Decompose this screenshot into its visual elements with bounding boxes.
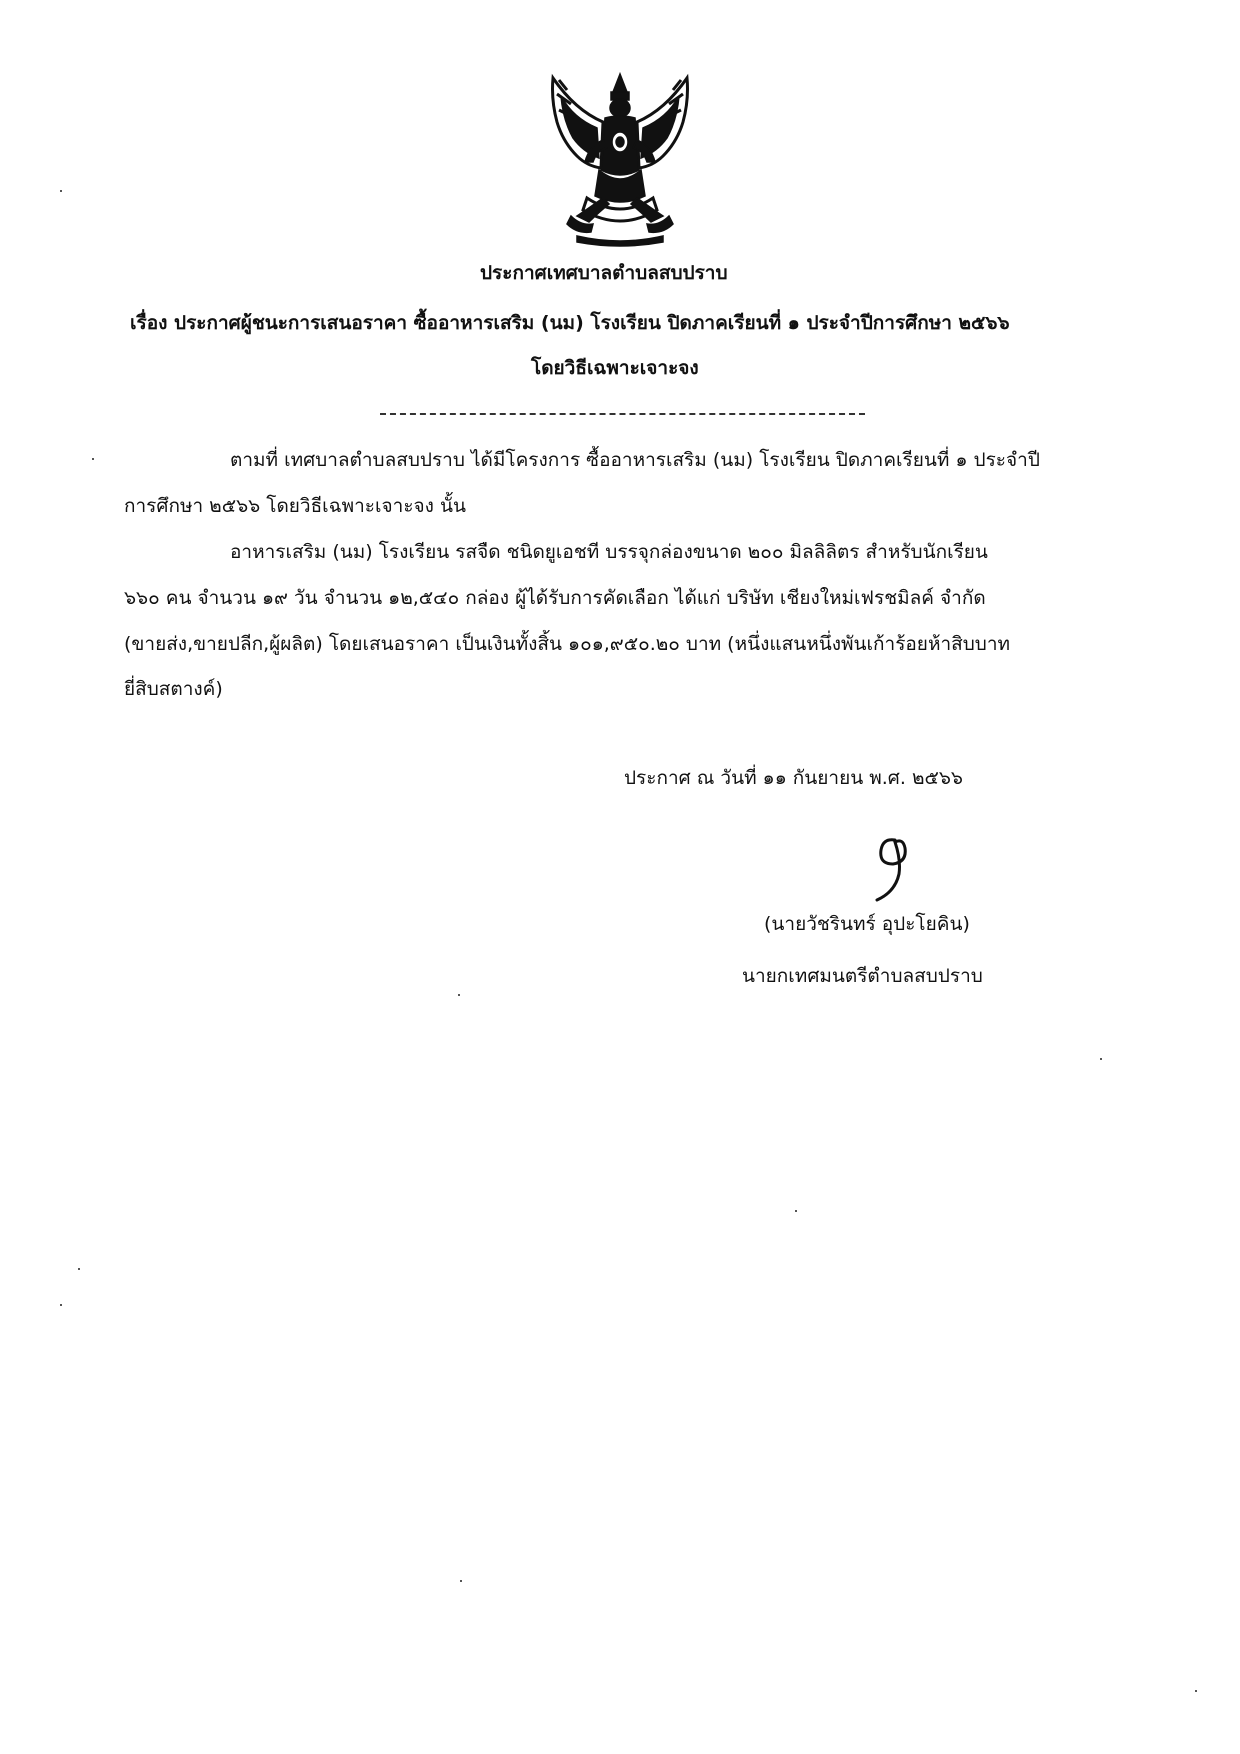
header-divider (380, 413, 865, 415)
signer-title: นายกเทศมนตรีตำบลสบปราบ (742, 965, 983, 987)
paragraph2-line1: อาหารเสริม (นม) โรงเรียน รสจืด ชนิดยูเอชที บรรจุกล่องขนาด ๒๐๐ มิลลิลิตร สำหรับนักเรียน (230, 541, 988, 563)
scan-speck (78, 1268, 80, 1270)
paragraph2-line2: ๖๖๐ คน จำนวน ๑๙ วัน จำนวน ๑๒,๕๔๐ กล่อง ผู้ได้รับการคัดเลือก ได้แก่ บริษัท เชียงใหม่เฟรชมิลค์ จำกัด (124, 587, 986, 609)
paragraph1-line1: ตามที่ เทศบาลตำบลสบปราบ ได้มีโครงการ ซื้ออาหารเสริม (นม) โรงเรียน ปิดภาคเรียนที่ ๑ ประจำปี (230, 449, 1040, 471)
scan-speck (460, 1580, 462, 1582)
announcement-subject-line: เรื่อง ประกาศผู้ชนะการเสนอราคา ซื้ออาหารเสริม (นม) โรงเรียน ปิดภาคเรียนที่ ๑ ประจำปีการศึกษา ๒๕๖๖ (130, 312, 1010, 334)
signer-name: (นายวัชรินทร์ อุปะโยคิน) (764, 913, 970, 935)
scan-speck (60, 1304, 62, 1306)
paragraph1-line2: การศึกษา ๒๕๖๖ โดยวิธีเฉพาะเจาะจง นั้น (124, 495, 466, 517)
scan-speck (458, 994, 460, 996)
scan-speck (795, 1210, 797, 1212)
paragraph2-line4: ยี่สิบสตางค์) (124, 678, 223, 700)
signature-mark-icon (855, 830, 935, 910)
paragraph2-line3: (ขายส่ง,ขายปลีก,ผู้ผลิต) โดยเสนอราคา เป็นเงินทั้งสิ้น ๑๐๑,๙๕๐.๒๐ บาท (หนึ่งแสนหนึ่งพันเก้าร้อยห้าสิบบาท (124, 633, 1011, 655)
scan-speck (1100, 1058, 1102, 1060)
scan-speck (60, 190, 62, 192)
scan-speck (92, 458, 94, 460)
garuda-emblem-icon (537, 70, 703, 248)
scan-speck (1195, 1690, 1197, 1692)
announcement-method-line: โดยวิธีเฉพาะเจาะจง (531, 357, 699, 379)
announcement-organization-title: ประกาศเทศบาลตำบลสบปราบ (480, 262, 728, 284)
announcement-date: ประกาศ ณ วันที่ ๑๑ กันยายน พ.ศ. ๒๕๖๖ (624, 767, 963, 789)
